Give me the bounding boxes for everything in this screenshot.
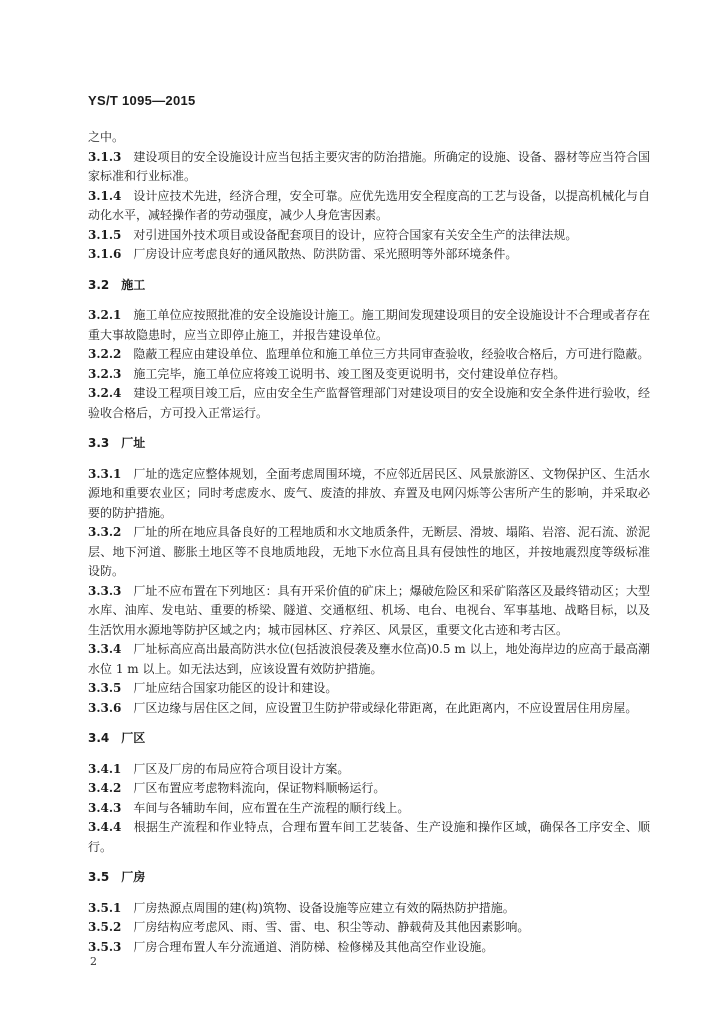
clause-number: 3.5.1: [88, 900, 122, 915]
clause-paragraph: [88, 779, 650, 799]
section-title: 厂区: [121, 731, 146, 745]
section-number: 3.5: [88, 870, 110, 884]
clause-number: 3.1.5: [88, 227, 122, 242]
section-heading: [88, 868, 650, 888]
clause-number: 3.1.3: [88, 149, 122, 164]
clause-paragraph: [88, 918, 650, 938]
clause-text: 设计应技术先进，经济合理，安全可靠。应优先选用安全程度高的工艺与设备，以提高机械化与自动化水平，减轻操作者的劳动强度，减少人身危害因素。: [88, 188, 650, 222]
clause-number: 3.5.2: [88, 920, 122, 934]
clause-text: 车间与各辅助车间，应布置在生产流程的顺行线上。: [133, 800, 410, 815]
clause-text: 隐蔽工程应由建设单位、监理单位和施工单位三方共同审查验收，经验收合格后，方可进行隐蔽。: [133, 347, 650, 361]
clause-paragraph: [88, 760, 650, 780]
clause-number: 3.4.1: [88, 761, 122, 776]
clause-text: 厂房结构应考虑风、雨、雪、雷、电、积尘等动、静载荷及其他因素影响。: [133, 920, 530, 934]
clause-paragraph: [88, 582, 650, 641]
clause-paragraph: [88, 148, 650, 187]
standard-number: YS/T 1095—2015: [88, 93, 196, 108]
section-number: 3.3: [88, 436, 110, 450]
section-heading: [88, 276, 650, 296]
clause-number: 3.1.4: [88, 188, 122, 203]
clause-text: 厂址的所在地应具备良好的工程地质和水文地质条件，无断层、滑坡、塌陷、岩溶、泥石流、淤泥层、地下河道、膨胀土地区等不良地质地段，无地下水位高且具有侵蚀性的地区，并按地震烈度等级标准设防。: [88, 525, 650, 578]
clause-text: 厂址标高应高出最高防洪水位(包括波浪侵袭及壅水位高)0.5 m 以上，地处海岸边的应高于最高潮水位 1 m 以上。如无法达到，应该设置有效防护措施。: [88, 642, 650, 676]
section-heading: [88, 729, 650, 749]
clause-paragraph: [88, 818, 650, 857]
clause-paragraph: [88, 938, 650, 958]
clause-number: 3.3.1: [88, 466, 122, 481]
clause-text: 建设项目的安全设施设计应当包括主要灾害的防治措施。所确定的设施、设备、器材等应当符合国家标准和行业标准。: [88, 149, 650, 183]
clause-paragraph: [88, 306, 650, 345]
clause-text: 厂址应结合国家功能区的设计和建设。: [133, 681, 338, 695]
clause-paragraph: [88, 899, 650, 919]
clause-number: 3.3.5: [88, 681, 122, 695]
clause-paragraph: [88, 384, 650, 423]
clause-text: 之中。: [88, 130, 125, 144]
section-title: 厂址: [121, 436, 146, 450]
clause-paragraph: [88, 226, 650, 246]
clause-paragraph: [88, 365, 650, 385]
clause-number: 3.2.1: [88, 308, 122, 322]
section-title: 厂房: [121, 870, 146, 884]
clause-text: 厂址不应布置在下列地区：具有开采价值的矿床上；爆破危险区和采矿陷落区及最终错动区；大型水库、油库、发电站、重要的桥梁、隧道、交通枢纽、机场、电台、电视台、军事基地、战略目标，以及生活饮用水源地等防护区域之内；城市园林区、疗养区、风景区，重要文化古迹和考古区。: [88, 583, 650, 637]
page-number: 2: [90, 955, 97, 968]
clause-text: 厂区布置应考虑物料流向，保证物料顺畅运行。: [133, 781, 386, 795]
clause-text: 建设工程项目竣工后，应由安全生产监督管理部门对建设项目的安全设施和安全条件进行验收，经验收合格后，方可投入正常运行。: [88, 386, 650, 420]
clause-number: 3.3.4: [88, 642, 122, 656]
section-title: 施工: [121, 277, 146, 292]
clause-paragraph: [88, 699, 650, 719]
document-body: [88, 128, 650, 957]
clause-text: 厂房热源点周围的建(构)筑物、设备设施等应建立有效的隔热防护措施。: [133, 900, 515, 915]
section-heading: [88, 434, 650, 454]
clause-paragraph: [88, 245, 650, 265]
clause-paragraph: [88, 187, 650, 226]
clause-number: 3.4.4: [88, 820, 122, 834]
clause-number: 3.2.4: [88, 386, 122, 400]
clause-text: 对引进国外技术项目或设备配套项目的设计，应符合国家有关安全生产的法律法规。: [133, 227, 578, 242]
clause-number: 3.3.2: [88, 525, 122, 539]
clause-text: 厂房合理布置人车分流通道、消防梯、检修梯及其他高空作业设施。: [133, 939, 494, 954]
section-number: 3.4: [88, 731, 110, 745]
clause-number: 3.3.6: [88, 700, 122, 715]
clause-text: 厂区及厂房的布局应符合项目设计方案。: [133, 761, 350, 776]
clause-paragraph: [88, 465, 650, 524]
clause-text: 厂址的选定应整体规划，全面考虑周围环境，不应邻近居民区、风景旅游区、文物保护区、生活水源地和重要农业区；同时考虑废水、废气、废渣的排放、弃置及电网闪烁等公害所产生的影响，并采取必要的防护措施。: [88, 466, 650, 520]
clause-paragraph: [88, 345, 650, 365]
clause-paragraph: [88, 128, 650, 148]
clause-text: 厂区边缘与居住区之间，应设置卫生防护带或绿化带距离，在此距离内，不应设置居住用房屋。: [133, 700, 638, 715]
clause-number: 3.2.3: [88, 366, 122, 381]
clause-text: 厂房设计应考虑良好的通风散热、防洪防雷、采光照明等外部环境条件。: [133, 247, 518, 261]
clause-number: 3.1.6: [88, 247, 122, 261]
clause-number: 3.3.3: [88, 583, 122, 598]
clause-paragraph: [88, 679, 650, 699]
section-number: 3.2: [88, 277, 110, 292]
clause-text: 施工完毕，施工单位应将竣工说明书、竣工图及变更说明书，交付建设单位存档。: [133, 366, 566, 381]
clause-paragraph: [88, 799, 650, 819]
clause-number: 3.4.2: [88, 781, 122, 795]
clause-text: 施工单位应按照批准的安全设施设计施工。施工期间发现建设项目的安全设施设计不合理或者存在重大事故隐患时，应当立即停止施工，并报告建设单位。: [88, 308, 650, 342]
clause-number: 3.2.2: [88, 347, 122, 361]
clause-text: 根据生产流程和作业特点，合理布置车间工艺装备、生产设施和操作区域，确保各工序安全、顺行。: [88, 820, 650, 854]
clause-paragraph: [88, 640, 650, 679]
clause-number: 3.5.3: [88, 939, 122, 954]
clause-paragraph: [88, 523, 650, 582]
clause-number: 3.4.3: [88, 800, 122, 815]
